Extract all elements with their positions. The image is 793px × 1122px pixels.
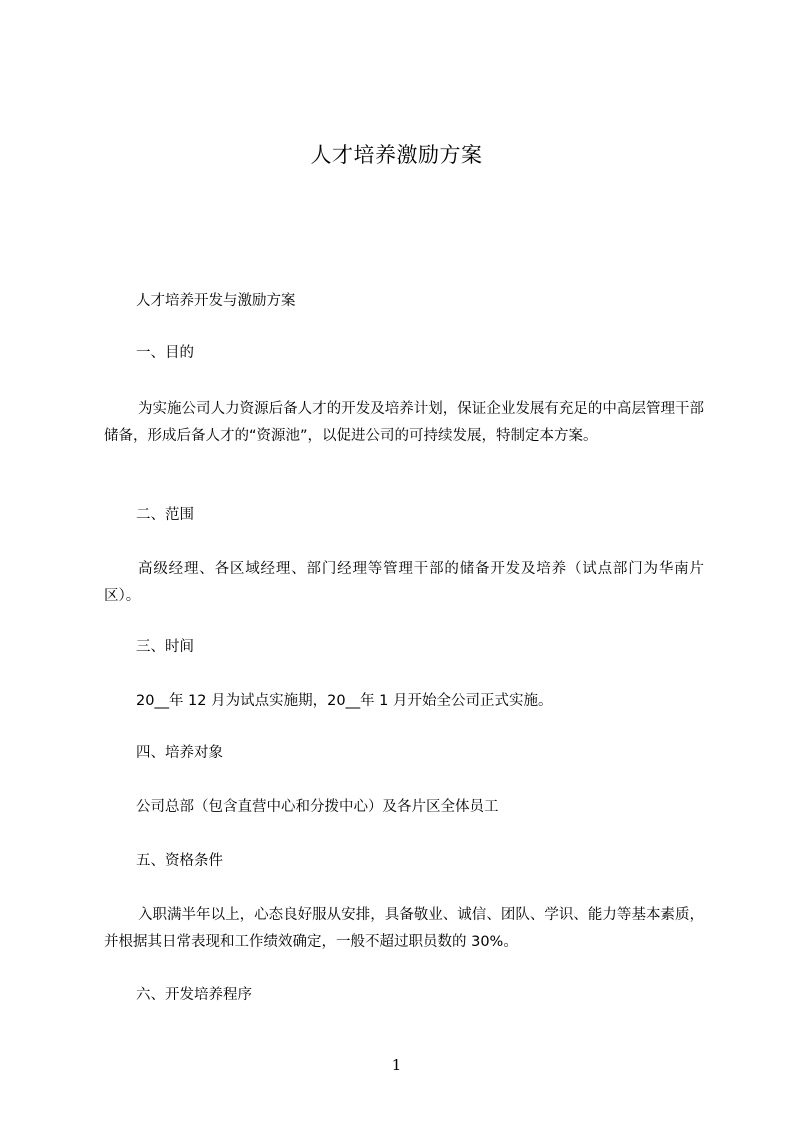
section-body-purpose: 为实施公司人力资源后备人才的开发及培养计划，保证企业发展有充足的中高层管理干部储备，形成后备人才的“资源池”，以促进公司的可持续发展，特制定本方案。 [104,401,704,444]
section-heading-target: 四、培养对象 [136,745,223,761]
section-body-target: 公司总部（包含直营中心和分拨中心）及各片区全体员工 [136,799,499,815]
page-number: 1 [391,1056,402,1074]
section-heading-scope: 二、范围 [136,507,194,523]
section-heading-qualification: 五、资格条件 [136,853,223,869]
section-body-scope: 高级经理、各区域经理、部门经理等管理干部的储备开发及培养（试点部门为华南片区）。 [104,561,704,604]
section-heading-time: 三、时间 [136,639,194,655]
section-heading-purpose: 一、目的 [136,345,194,361]
document-title: 人才培养激励方案 [310,143,483,167]
document-subtitle: 人才培养开发与激励方案 [136,293,296,309]
section-body-qualification: 入职满半年以上，心态良好服从安排，具备敬业、诚信、团队、学识、能力等基本素质，并根据其日常表现和工作绩效确定，一般不超过职员数的 30%。 [104,907,704,950]
section-body-time: 20__年 12 月为试点实施期，20__年 1 月开始全公司正式实施。 [136,693,553,709]
section-heading-procedure: 六、开发培养程序 [136,987,252,1003]
